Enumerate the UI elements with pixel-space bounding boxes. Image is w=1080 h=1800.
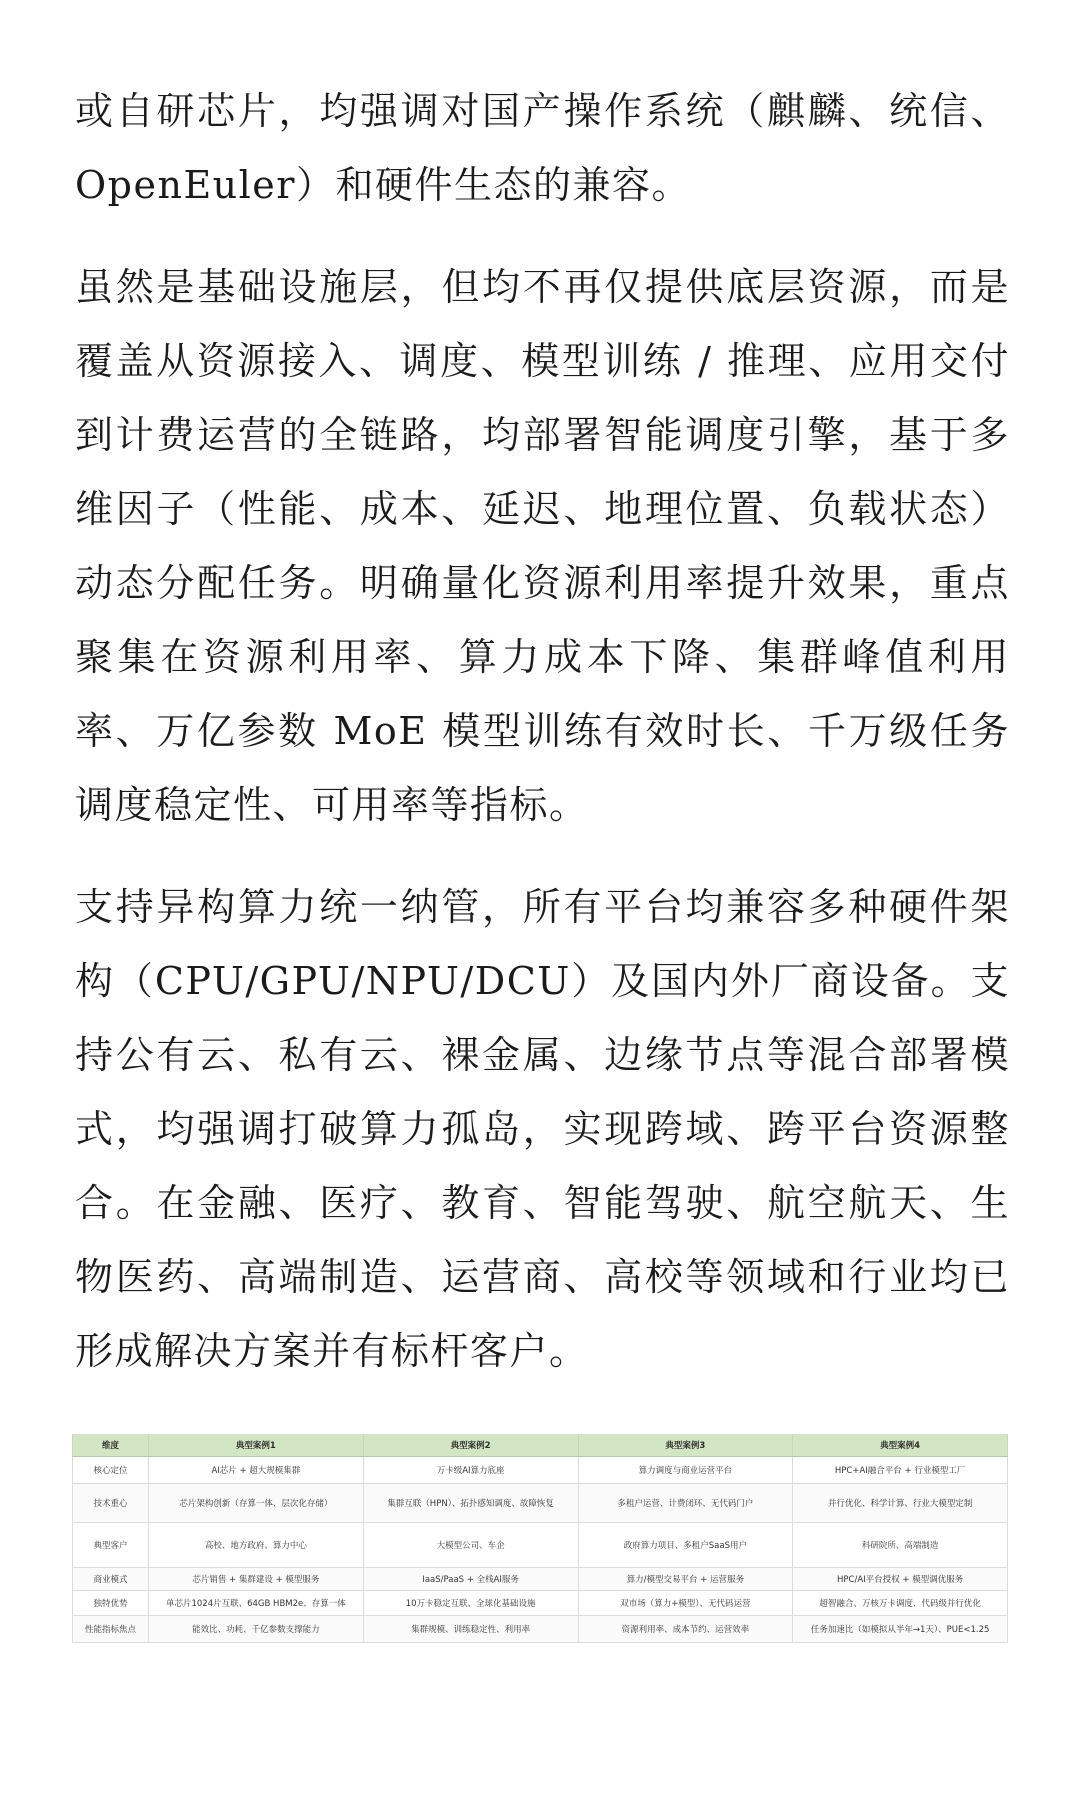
comparison-table-image bbox=[72, 1434, 1008, 1643]
table-cell: 双市场（算力+模型）、无代码运营 bbox=[578, 1591, 793, 1616]
table-row bbox=[73, 1616, 1008, 1643]
comparison-table bbox=[72, 1434, 1008, 1643]
table-cell: HPC/AI平台授权 + 模型调优服务 bbox=[793, 1568, 1008, 1591]
table-cell: 万卡级AI算力底座 bbox=[363, 1457, 578, 1484]
table-cell: 任务加速比（如模拟从半年→1天）、PUE<1.25 bbox=[793, 1616, 1008, 1643]
table-row bbox=[73, 1484, 1008, 1523]
table-cell: 大模型公司、车企 bbox=[363, 1523, 578, 1568]
table-cell: HPC+AI融合平台 + 行业模型工厂 bbox=[793, 1457, 1008, 1484]
row-label: 商业模式 bbox=[73, 1568, 149, 1591]
header-cell: 维度 bbox=[73, 1434, 149, 1457]
paragraph-os-compat: 或自研芯片，均强调对国产操作系统（麒麟、统信、OpenEuler）和硬件生态的兼容。 bbox=[75, 89, 1010, 207]
header-cell: 典型案例2 bbox=[363, 1434, 578, 1457]
table-cell: 芯片销售 + 集群建设 + 模型服务 bbox=[149, 1568, 364, 1591]
table-cell: 多租户运营、计费闭环、无代码门户 bbox=[578, 1484, 793, 1523]
table-cell: 算力/模型交易平台 + 运营服务 bbox=[578, 1568, 793, 1591]
table-cell: 政府算力项目、多租户SaaS用户 bbox=[578, 1523, 793, 1568]
row-label: 典型客户 bbox=[73, 1523, 149, 1568]
table-cell: 高校、地方政府、算力中心 bbox=[149, 1523, 364, 1568]
row-label: 独特优势 bbox=[73, 1591, 149, 1616]
table-cell: 科研院所、高端制造 bbox=[793, 1523, 1008, 1568]
paragraph-full-chain: 虽然是基础设施层，但均不再仅提供底层资源，而是覆盖从资源接入、调度、模型训练 / 推理、应用交付到计费运营的全链路，均部署智能调度引擎，基于多维因子（性能、成本、延迟、地理位置、负载状态）动态分配任务。明确量化资源利用率提升效果，重点聚集在资源利用率、算力成本下降、集群峰值利用率、万亿参数 MoE 模型训练有效时长、千万级任务调度稳定性、可用率等指标。 bbox=[75, 265, 1010, 827]
table-header-row bbox=[73, 1434, 1008, 1457]
table-cell: 能效比、功耗、千亿参数支撑能力 bbox=[149, 1616, 364, 1643]
row-label: 技术重心 bbox=[73, 1484, 149, 1523]
table-cell: 10万卡稳定互联、全球化基础设施 bbox=[363, 1591, 578, 1616]
table-row bbox=[73, 1568, 1008, 1591]
table-row bbox=[73, 1523, 1008, 1568]
table-row bbox=[73, 1457, 1008, 1484]
table-cell: IaaS/PaaS + 全栈AI服务 bbox=[363, 1568, 578, 1591]
table-cell: AI芯片 + 超大规模集群 bbox=[149, 1457, 364, 1484]
table-row bbox=[73, 1591, 1008, 1616]
row-label: 核心定位 bbox=[73, 1457, 149, 1484]
paragraph-heterogeneous: 支持异构算力统一纳管，所有平台均兼容多种硬件架构（CPU/GPU/NPU/DCU）及国内外厂商设备。支持公有云、私有云、裸金属、边缘节点等混合部署模式，均强调打破算力孤岛，实现跨域、跨平台资源整合。在金融、医疗、教育、智能驾驶、航空航天、生物医药、高端制造、运营商、高校等领域和行业均已形成解决方案并有标杆客户。 bbox=[75, 885, 1010, 1373]
header-cell: 典型案例1 bbox=[149, 1434, 364, 1457]
table-cell: 资源利用率、成本节约、运营效率 bbox=[578, 1616, 793, 1643]
table-cell: 集群互联（HPN）、拓扑感知调度、故障恢复 bbox=[363, 1484, 578, 1523]
table-cell: 集群规模、训练稳定性、利用率 bbox=[363, 1616, 578, 1643]
header-cell: 典型案例3 bbox=[578, 1434, 793, 1457]
table-cell: 单芯片1024片互联、64GB HBM2e、存算一体 bbox=[149, 1591, 364, 1616]
table-cell: 并行优化、科学计算、行业大模型定制 bbox=[793, 1484, 1008, 1523]
table-cell: 算力调度与商业运营平台 bbox=[578, 1457, 793, 1484]
header-cell: 典型案例4 bbox=[793, 1434, 1008, 1457]
table-cell: 超智融合、万核万卡调度、代码级并行优化 bbox=[793, 1591, 1008, 1616]
article-body bbox=[75, 74, 1010, 1416]
row-label: 性能指标焦点 bbox=[73, 1616, 149, 1643]
table-cell: 芯片架构创新（存算一体、层次化存储） bbox=[149, 1484, 364, 1523]
